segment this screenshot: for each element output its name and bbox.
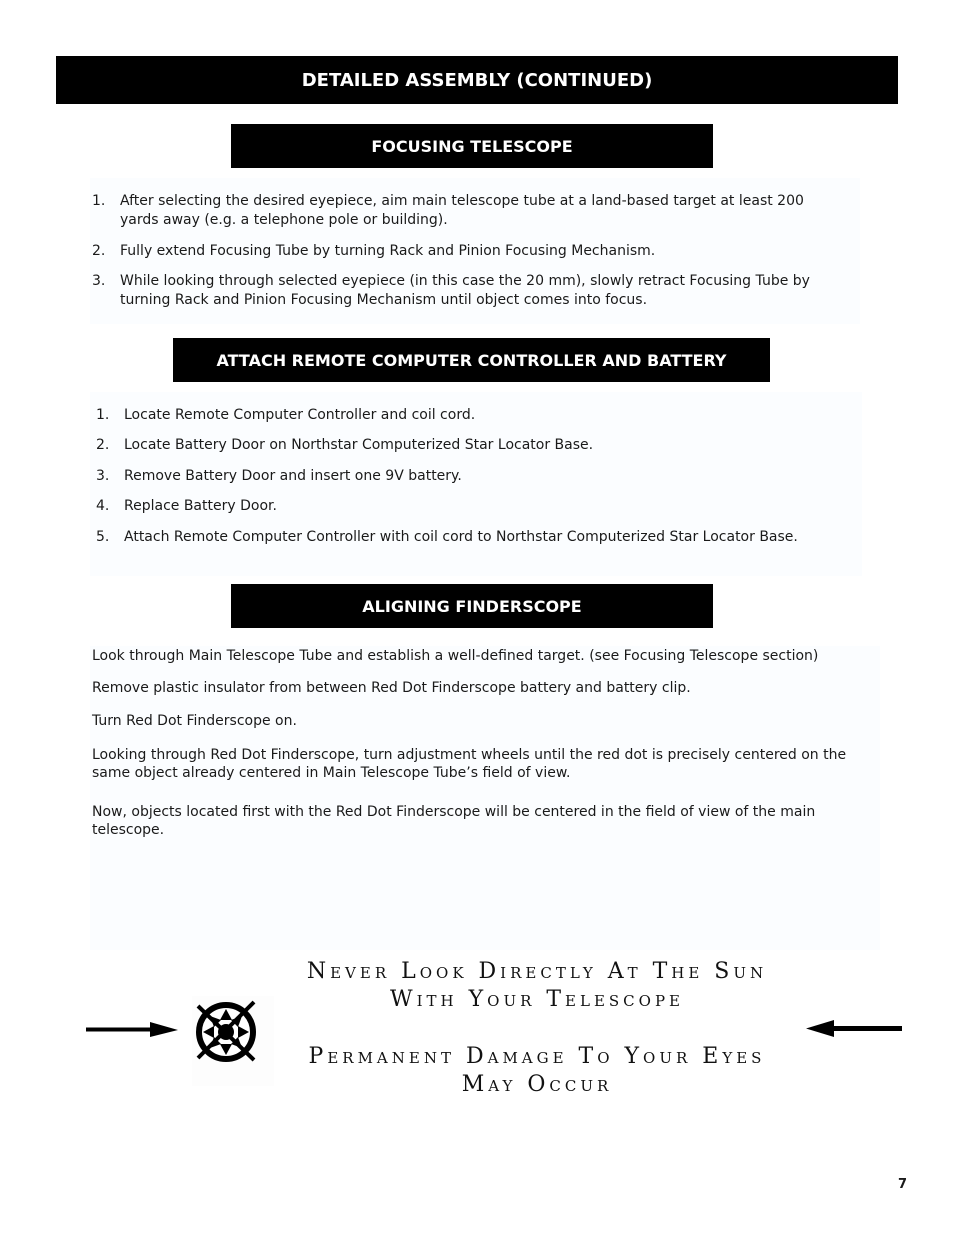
section-focusing-banner xyxy=(231,124,713,168)
step-number: 2. xyxy=(96,437,110,453)
step-number: 1. xyxy=(92,193,106,209)
warning-line: Permanent Damage To Your Eyes xyxy=(308,1044,766,1069)
section-remote-banner xyxy=(173,338,770,382)
step-text: Remove Battery Door and insert one 9V battery. xyxy=(124,468,462,484)
warning-line: May Occur xyxy=(461,1072,613,1097)
warning-line: Never Look Directly At The Sun xyxy=(306,959,768,984)
list-item xyxy=(92,192,832,230)
page-header-banner xyxy=(56,56,898,104)
section-finderscope-banner xyxy=(231,584,713,628)
finderscope-paragraph: Remove plastic insulator from between Red Dot Finderscope battery and battery clip. xyxy=(92,680,691,696)
step-text: Fully extend Focusing Tube by turning Rack and Pinion Focusing Mechanism. xyxy=(120,243,656,259)
step-number: 4. xyxy=(96,498,110,514)
finderscope-paragraph: Turn Red Dot Finderscope on. xyxy=(92,713,297,729)
step-number: 1. xyxy=(96,407,110,423)
no-sun-icon xyxy=(192,996,274,1086)
list-item xyxy=(92,272,832,310)
step-number: 5. xyxy=(96,529,110,545)
step-text: After selecting the desired eyepiece, aim main telescope tube at a land-based target at least 200 yards away (e.g. a telephone pole or building). xyxy=(120,193,804,228)
section-remote-title: ATTACH REMOTE COMPUTER CONTROLLER AND BATTERY xyxy=(216,350,727,370)
list-item xyxy=(92,242,832,261)
step-number: 3. xyxy=(92,273,106,289)
section-finderscope-title: ALIGNING FINDERSCOPE xyxy=(362,596,582,616)
step-text: While looking through selected eyepiece (in this case the 20 mm), slowly retract Focusing Tube by turning Rack and Pinion Focusing Mechanism until object comes into focus. xyxy=(120,273,810,308)
step-text: Locate Battery Door on Northstar Computerized Star Locator Base. xyxy=(124,437,594,453)
finderscope-paragraph: Looking through Red Dot Finderscope, turn adjustment wheels until the red dot is precisely centered on the same object already centered in Main Telescope Tube’s field of view. xyxy=(92,747,847,781)
step-number: 2. xyxy=(92,243,106,259)
warning-line: With Your Telescope xyxy=(390,987,684,1012)
finderscope-paragraph: Now, objects located first with the Red Dot Finderscope will be centered in the field of view of the main telescope. xyxy=(92,804,816,838)
step-number: 3. xyxy=(96,468,110,484)
list-item xyxy=(96,406,836,425)
arrow-left-icon xyxy=(804,1019,902,1039)
page-header-title: DETAILED ASSEMBLY (CONTINUED) xyxy=(301,69,653,91)
list-item xyxy=(96,467,836,486)
step-text: Locate Remote Computer Controller and coil cord. xyxy=(124,407,476,423)
arrow-right-icon xyxy=(86,1020,180,1040)
step-text: Attach Remote Computer Controller with coil cord to Northstar Computerized Star Locator Base. xyxy=(124,529,798,545)
page-number: 7 xyxy=(898,1177,908,1192)
list-item xyxy=(96,436,836,455)
list-item xyxy=(96,528,856,547)
finderscope-paragraph: Look through Main Telescope Tube and establish a well-defined target. (see Focusing Telescope section) xyxy=(92,648,819,664)
step-text: Replace Battery Door. xyxy=(124,498,277,514)
list-item xyxy=(96,497,836,516)
section-focusing-title: FOCUSING TELESCOPE xyxy=(371,136,573,156)
